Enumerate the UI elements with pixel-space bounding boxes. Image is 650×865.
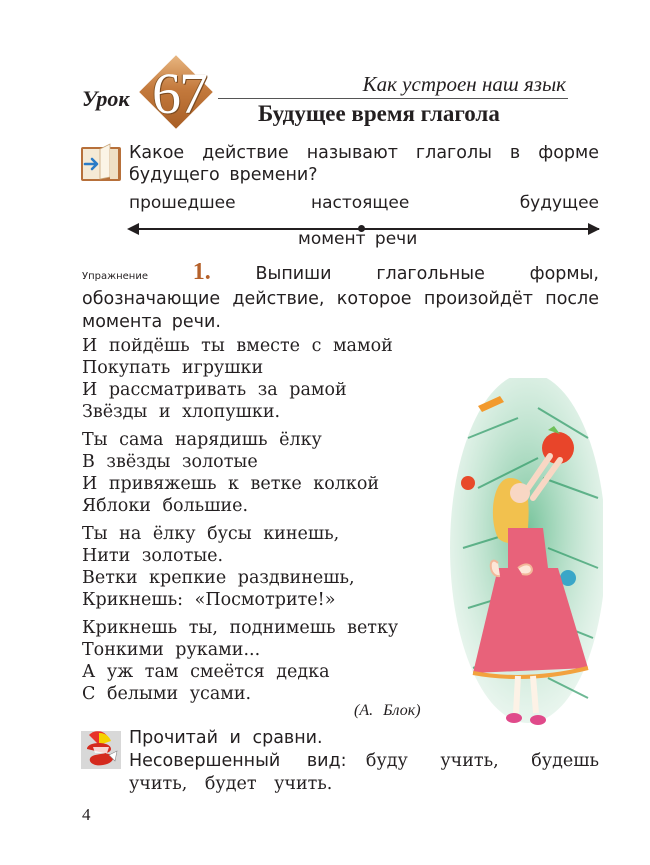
compare-block [129,727,599,795]
poem-stanza [82,429,398,517]
exercise-number: 1. [192,259,211,285]
exercise-word: Упражнение [82,271,148,282]
poem-line: И пойдёшь ты вместе с мамой [82,336,393,356]
poem-stanza [82,617,398,705]
timeline-labels [129,193,599,215]
poem-line: Яблоки большие. [82,496,249,516]
poem-stanza [82,335,398,423]
page-number: 4 [82,805,91,824]
poem-line: А уж там смеётся дедка [82,662,330,682]
exercise-text: Выпиши глагольные формы, обозначающие действие, которое произойдёт после момента речи. [82,264,599,332]
compare-example [129,749,599,795]
poem-stanza [82,523,398,611]
compare-icon [81,731,121,769]
exercise-instruction [82,261,599,334]
header-divider [218,98,568,99]
poem [82,335,398,711]
compare-heading: Прочитай и сравни. [129,728,323,748]
timeline-future: будущее [519,193,599,213]
poem-line: Ты сама нарядишь ёлку [82,430,322,450]
arrow-right-icon [588,223,600,235]
question-text: Какое действие называют глаголы в форме будущего времени? [129,143,599,185]
poem-author: (А. Блок) [354,702,421,719]
poem-line: Тонкими руками... [82,640,261,660]
poem-line: И привяжешь к ветке колкой [82,474,380,494]
poem-line: В звёзды золотые [82,452,258,472]
timeline-present: настоящее [311,193,410,213]
christmas-tree-illustration [448,378,603,730]
poem-line: Ты на ёлку бусы кинешь, [82,524,340,544]
poem-line: Крикнешь: «Посмотрите!» [82,590,336,610]
poem-line: Звёзды и хлопушки. [82,402,281,422]
poem-line: Крикнешь ты, поднимешь ветку [82,618,399,638]
poem-line: Ветки крепкие раздвинешь, [82,568,355,588]
moment-label: момент речи [298,229,418,249]
lesson-number: 67 [152,61,206,126]
poem-line: Покупать игрушки [82,358,264,378]
aspect-label: Несовершенный вид: [129,751,347,771]
section-title: Как устроен наш язык [362,72,566,96]
poem-line: С белыми усами. [82,684,252,704]
poem-line: И рассматривать за рамой [82,380,347,400]
poem-line: Нити золотые. [82,546,224,566]
future-forms: буду учить, будешь учить, будет учить. [129,751,600,794]
lesson-label: Урок [82,86,130,111]
lesson-title: Будущее время глагола [258,101,500,126]
book-icon [80,143,122,183]
timeline-past: прошедшее [129,193,236,213]
